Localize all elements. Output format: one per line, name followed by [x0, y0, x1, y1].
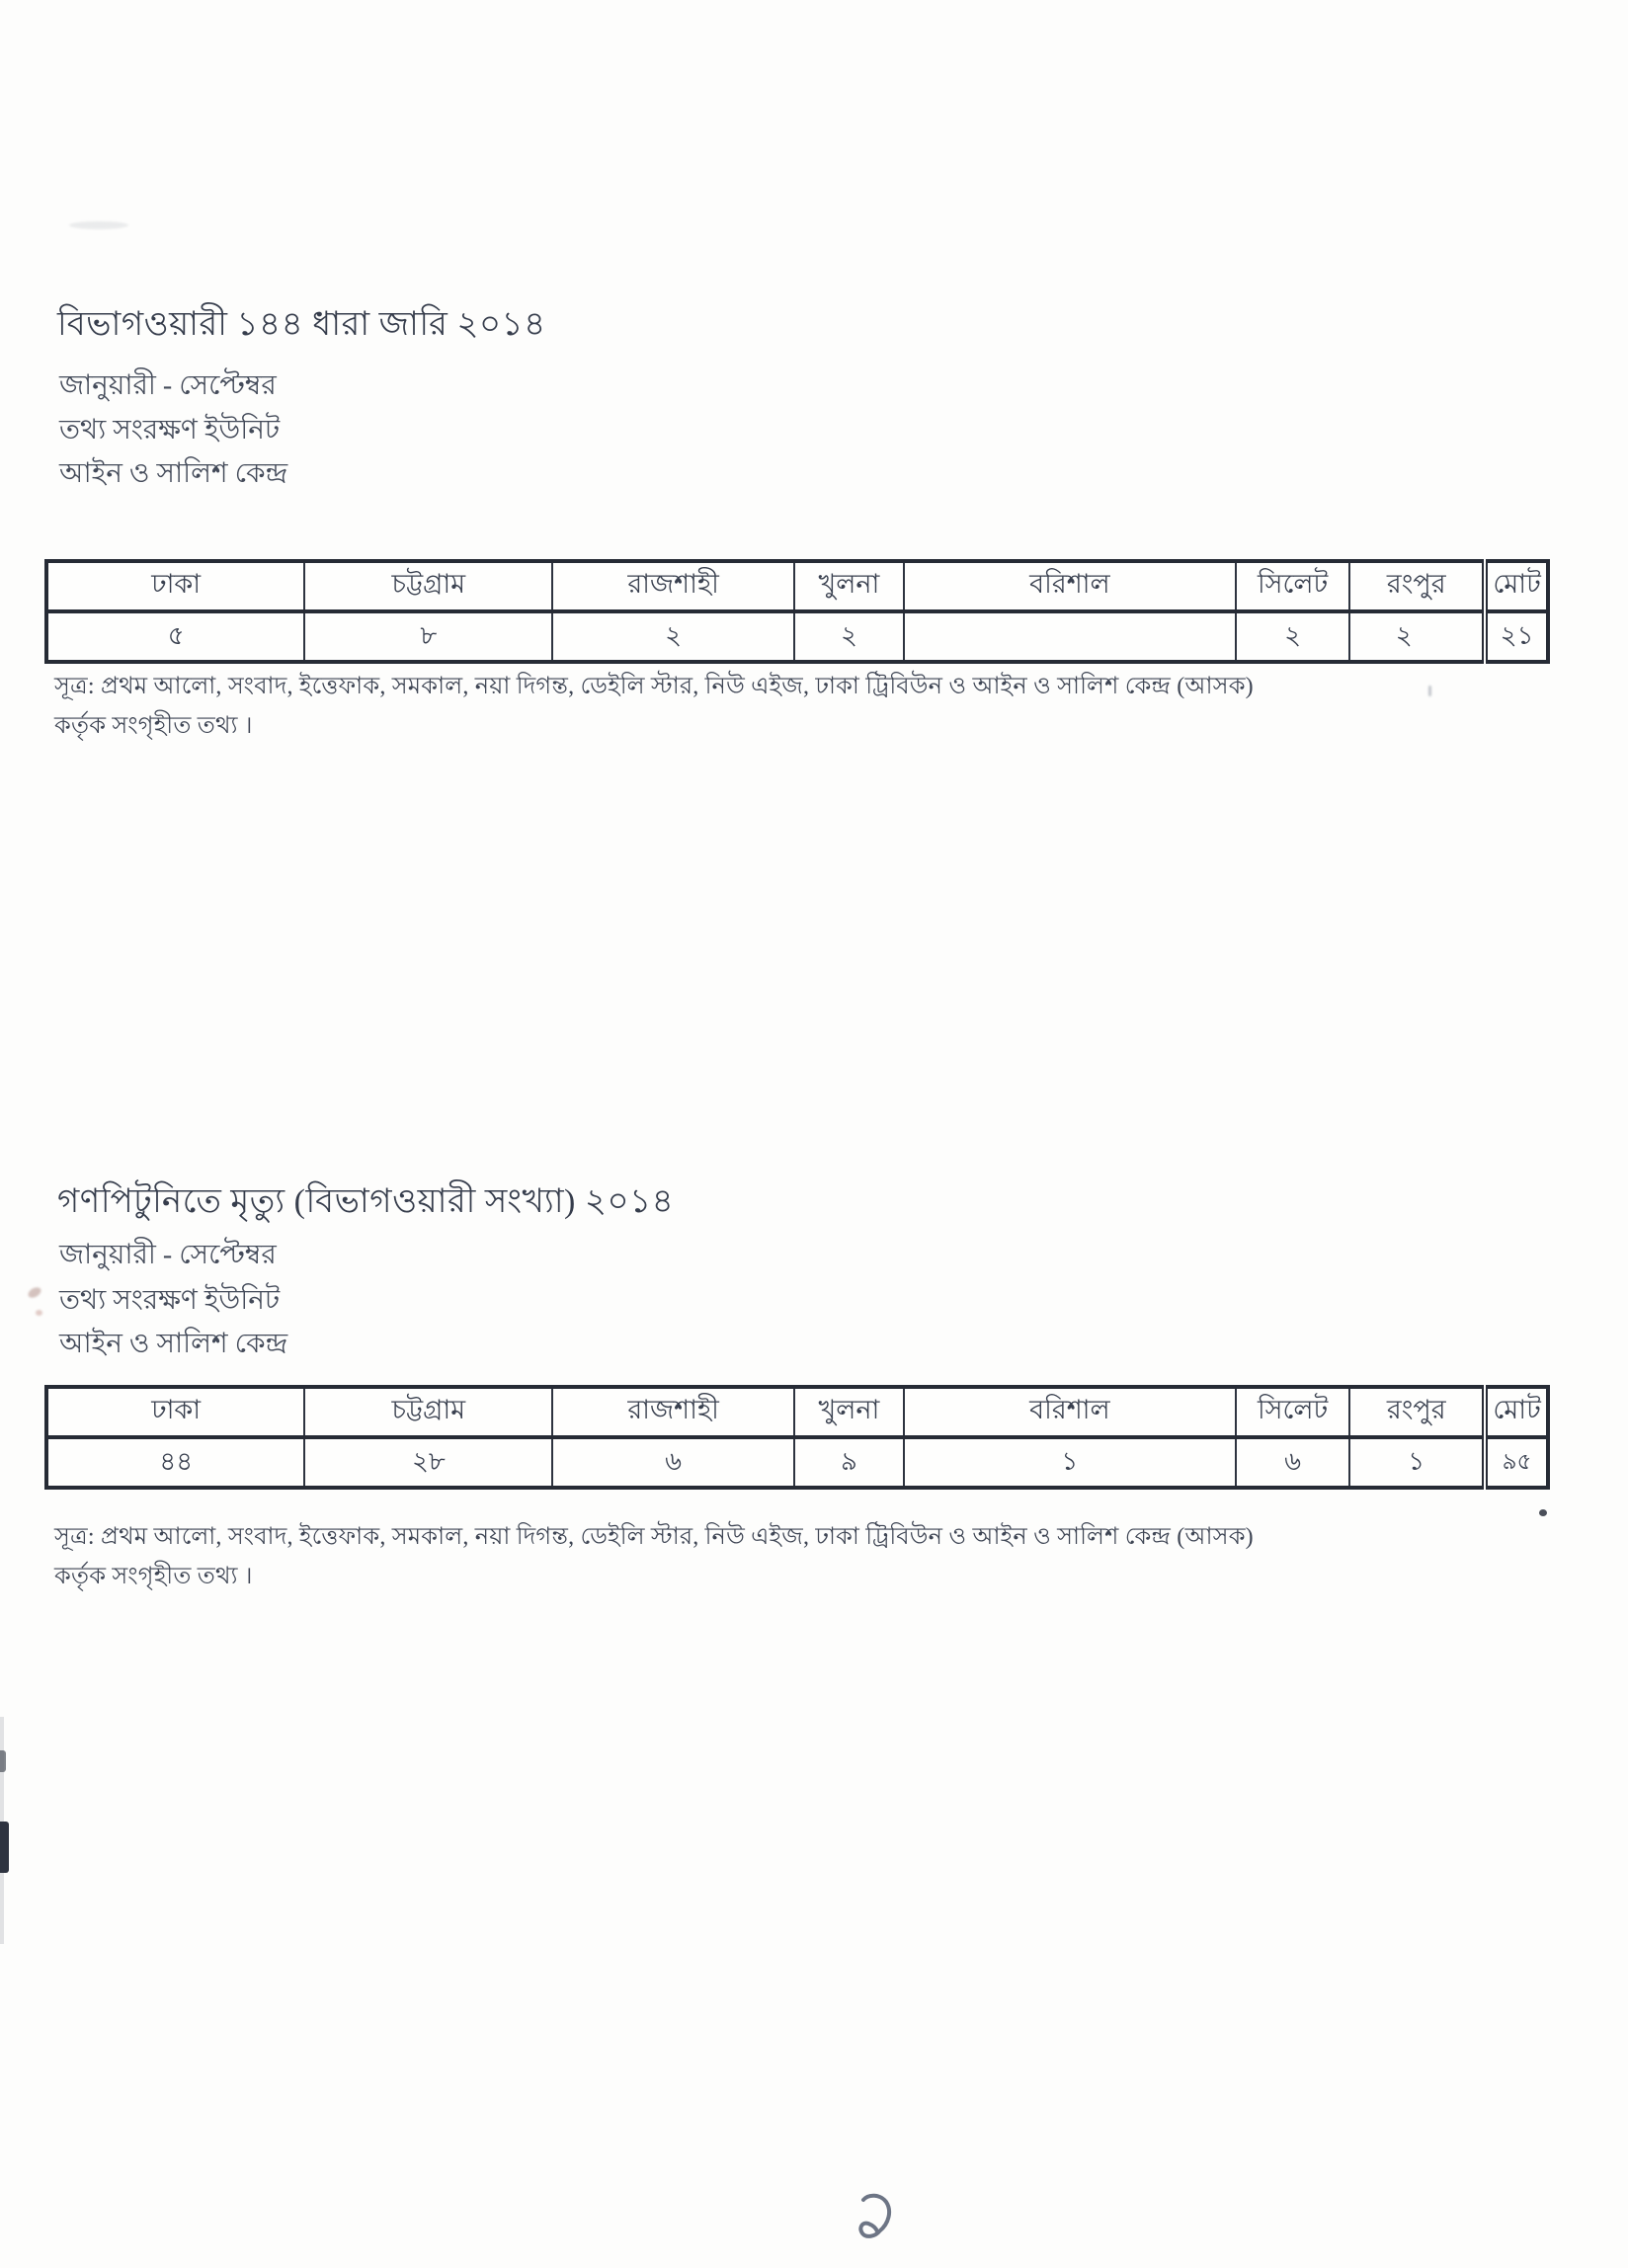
table-value-row — [46, 611, 1548, 662]
value-rajshahi: ২ — [552, 611, 794, 662]
value-barishal — [904, 611, 1236, 662]
value-dhaka: ৫ — [46, 611, 304, 662]
value-rangpur: ১ — [1349, 1437, 1485, 1488]
divisions-table-144 — [44, 559, 1550, 664]
value-khulna: ২ — [794, 611, 904, 662]
handwritten-digit-mark — [850, 2191, 901, 2246]
scan-smudge-top — [69, 221, 128, 229]
section-title: বিভাগওয়ারী ১৪৪ ধারা জারি ২০১৪ — [57, 306, 546, 343]
column-header-dhaka: ঢাকা — [46, 561, 304, 611]
value-total: ২১ — [1485, 611, 1548, 662]
column-header-sylhet: সিলেট — [1236, 1387, 1350, 1437]
value-chattogram: ২৮ — [304, 1437, 552, 1488]
scan-artifact-left-large — [0, 1822, 9, 1873]
table-header-row — [46, 561, 1548, 611]
section-title: গণপিটুনিতে মৃত্যু (বিভাগওয়ারী সংখ্যা) ২০১৪ — [57, 1183, 675, 1220]
column-header-dhaka: ঢাকা — [46, 1387, 304, 1437]
column-header-rangpur: রংপুর — [1349, 1387, 1485, 1437]
org-line: আইন ও সালিশ কেন্দ্র — [59, 1329, 288, 1359]
value-dhaka: ৪৪ — [46, 1437, 304, 1488]
value-rajshahi: ৬ — [552, 1437, 794, 1488]
scan-artifact-left-small — [0, 1750, 6, 1772]
scan-speck-dot — [1539, 1509, 1547, 1516]
column-header-chattogram: চট্টগ্রাম — [304, 561, 552, 611]
column-header-rangpur: রংপুর — [1349, 561, 1485, 611]
source-note: সূত্র: প্রথম আলো, সংবাদ, ইত্তেফাক, সমকাল, নয়া দিগন্ত, ডেইলি স্টার, নিউ এইজ, ঢাকা ট্রিবিউন ও আইন ও সালিশ কেন্দ্র (আসক) কর্তৃক সংগৃহীত তথ্য । — [54, 674, 1254, 739]
org-line: আইন ও সালিশ কেন্দ্র — [59, 458, 288, 489]
source-note: সূত্র: প্রথম আলো, সংবাদ, ইত্তেফাক, সমকাল, নয়া দিগন্ত, ডেইলি স্টার, নিউ এইজ, ঢাকা ট্রিবিউন ও আইন ও সালিশ কেন্দ্র (আসক) কর্তৃক সংগৃহীত তথ্য । — [54, 1524, 1254, 1589]
column-header-chattogram: চট্টগ্রাম — [304, 1387, 552, 1437]
value-sylhet: ২ — [1236, 611, 1350, 662]
scan-smudge-left-margin — [27, 1285, 43, 1300]
value-total: ৯৫ — [1485, 1437, 1548, 1488]
period-line: জানুয়ারী - সেপ্টেম্বর — [59, 370, 277, 401]
handwritten-page-number — [850, 2191, 901, 2246]
value-sylhet: ৬ — [1236, 1437, 1350, 1488]
table-value-row — [46, 1437, 1548, 1488]
value-rangpur: ২ — [1349, 611, 1485, 662]
column-header-rajshahi: রাজশাহী — [552, 561, 794, 611]
table-header-row — [46, 1387, 1548, 1437]
period-line: জানুয়ারী - সেপ্টেম্বর — [59, 1240, 277, 1270]
column-header-barishal: বরিশাল — [904, 1387, 1236, 1437]
column-header-rajshahi: রাজশাহী — [552, 1387, 794, 1437]
value-khulna: ৯ — [794, 1437, 904, 1488]
column-header-khulna: খুলনা — [794, 561, 904, 611]
column-header-total: মোট — [1485, 561, 1548, 611]
column-header-khulna: খুলনা — [794, 1387, 904, 1437]
scan-smudge-left-margin-2 — [36, 1310, 42, 1316]
unit-line: তথ্য সংরক্ষণ ইউনিট — [59, 415, 281, 446]
column-header-sylhet: সিলেট — [1236, 561, 1350, 611]
divisions-table-lynching — [44, 1385, 1550, 1490]
column-header-barishal: বরিশাল — [904, 561, 1236, 611]
scan-tick-right — [1428, 686, 1431, 696]
unit-line: তথ্য সংরক্ষণ ইউনিট — [59, 1285, 281, 1316]
column-header-total: মোট — [1485, 1387, 1548, 1437]
value-chattogram: ৮ — [304, 611, 552, 662]
value-barishal: ১ — [904, 1437, 1236, 1488]
